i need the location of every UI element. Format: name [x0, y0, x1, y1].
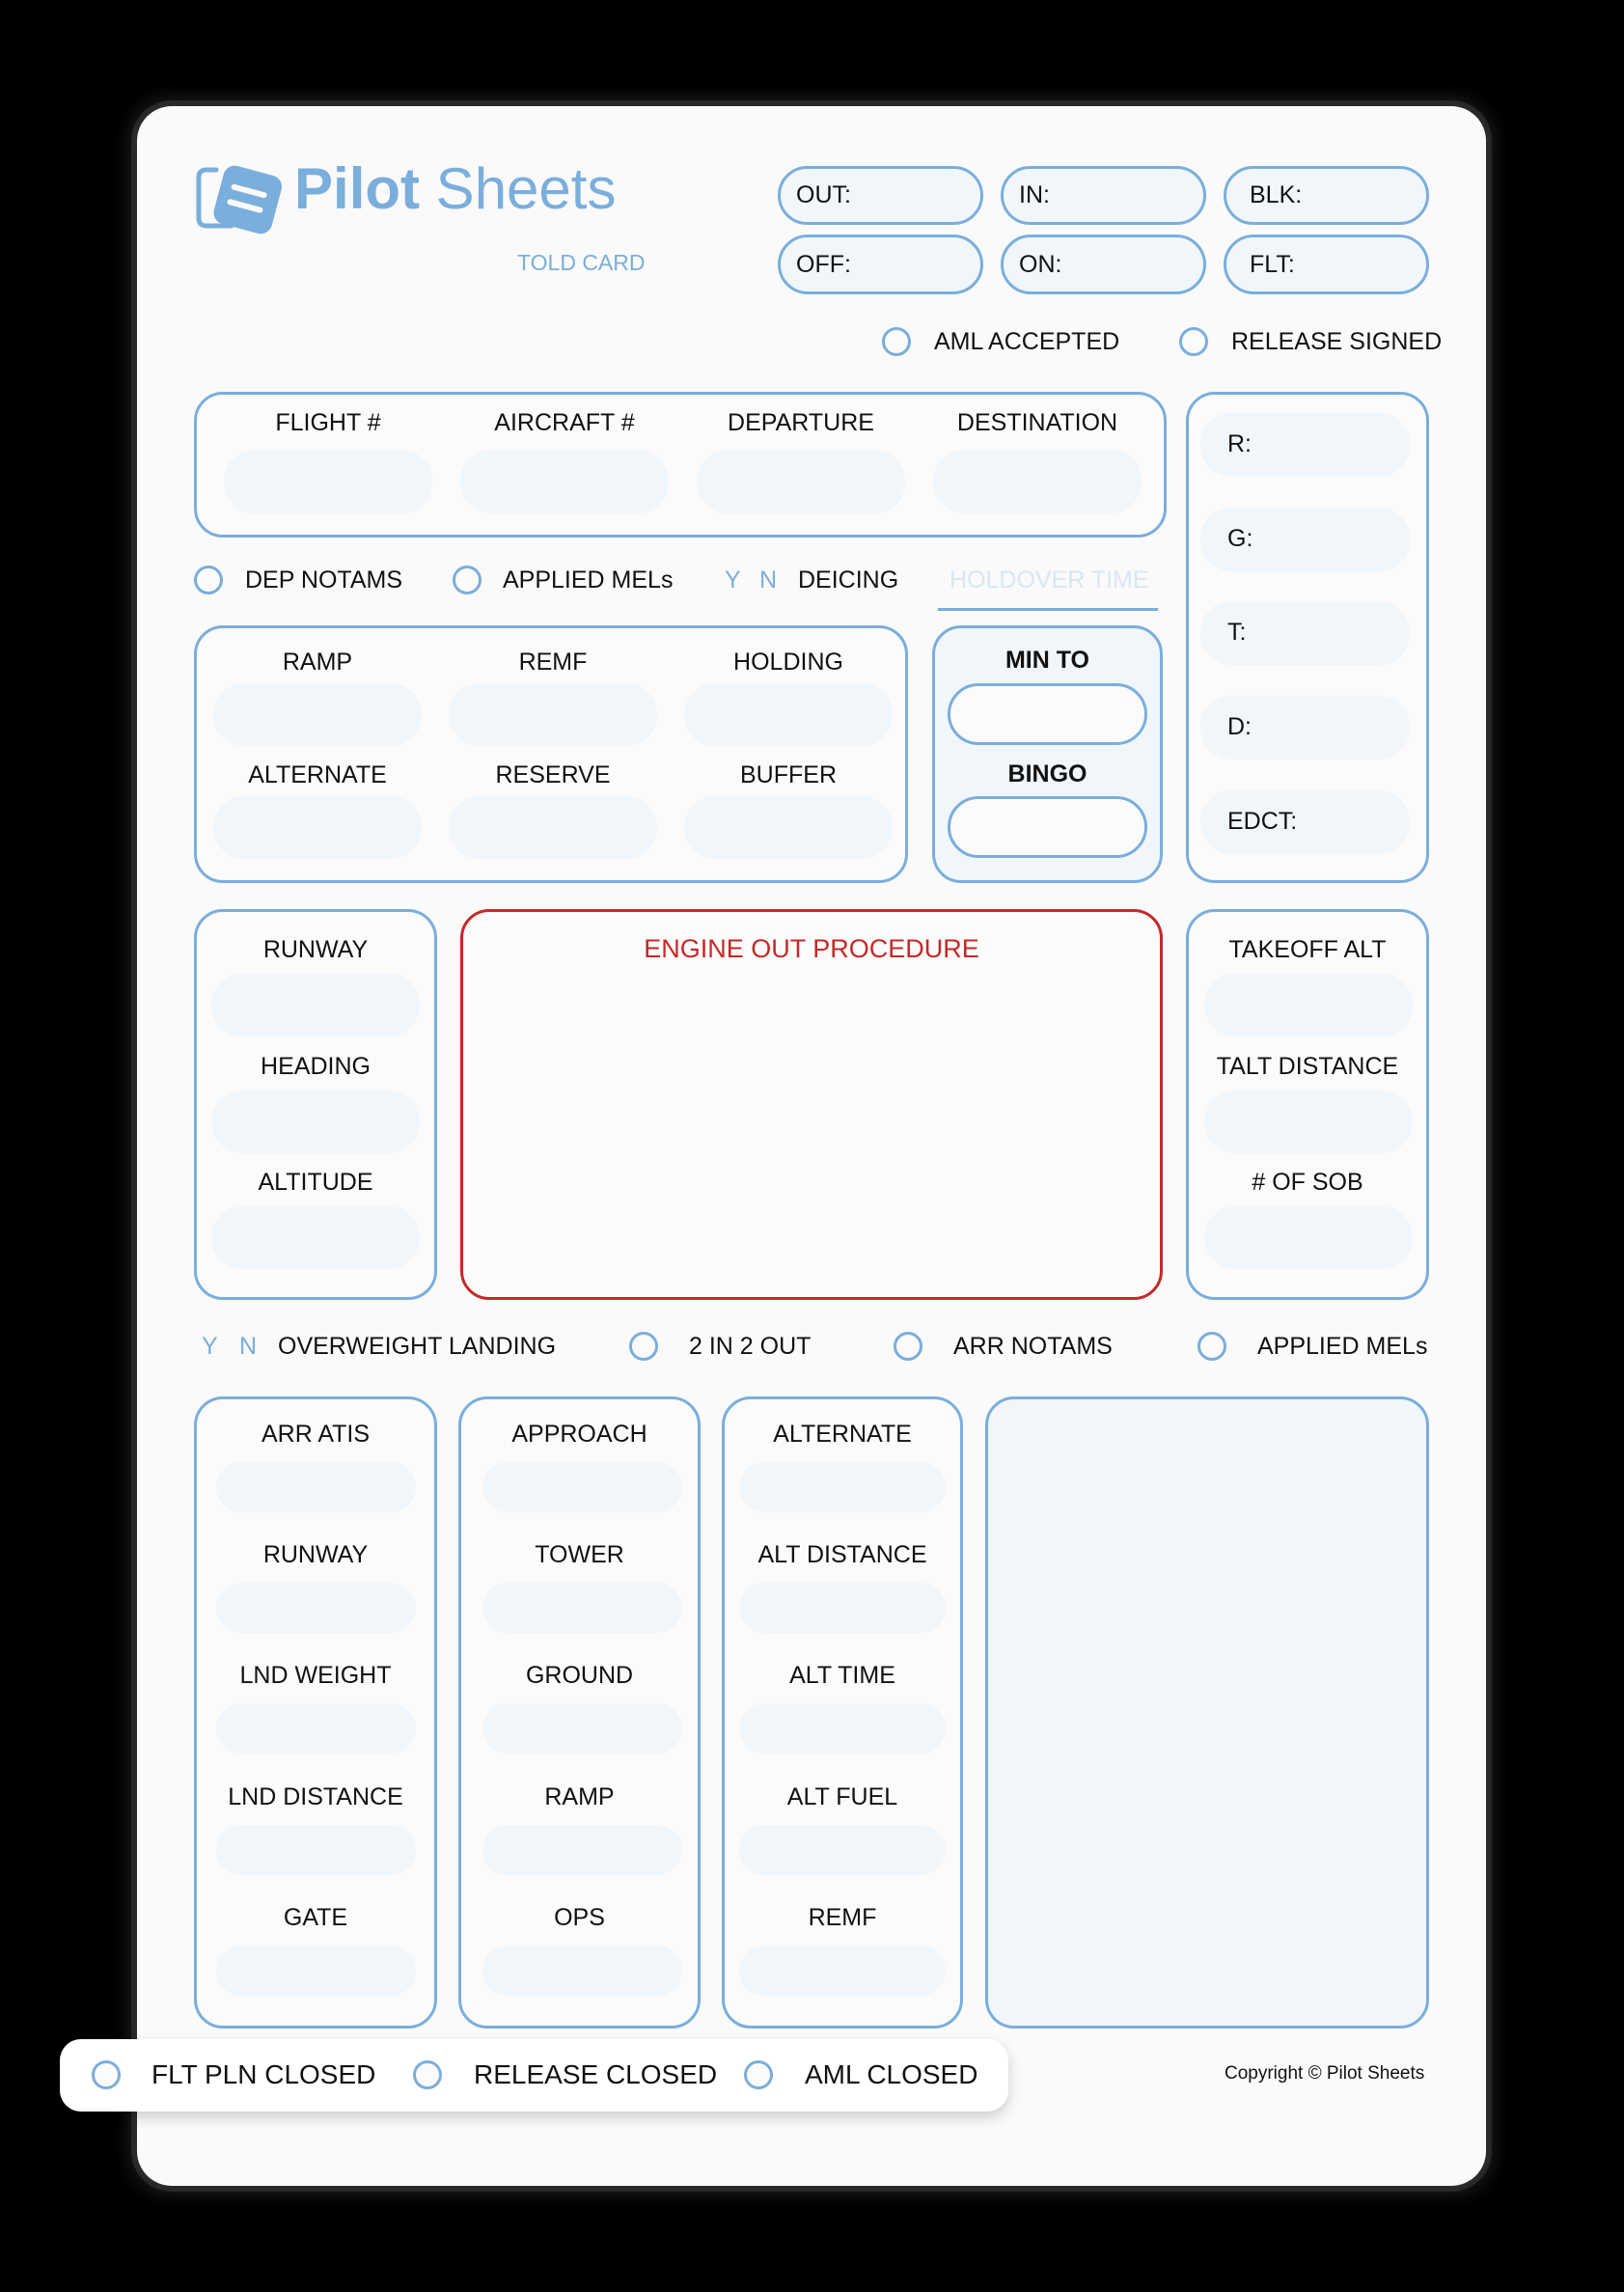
ramp-freq-field[interactable]	[482, 1825, 682, 1875]
time-flt-label: FLT:	[1250, 250, 1295, 278]
approach-label: APPROACH	[511, 1421, 647, 1448]
aml-accepted-radio[interactable]	[882, 327, 911, 356]
lnd-distance-label: LND DISTANCE	[228, 1783, 403, 1810]
holdover-underline	[938, 608, 1158, 611]
two-in-two-out-radio[interactable]	[629, 1332, 658, 1361]
release-closed-radio[interactable]	[413, 2060, 442, 2089]
time-out-field[interactable]	[778, 166, 983, 225]
dep-notams-radio[interactable]	[194, 566, 223, 594]
clearance-t-field[interactable]	[1200, 601, 1410, 665]
arr-notams-radio[interactable]	[894, 1332, 922, 1361]
deicing-label: DEICING	[798, 566, 899, 594]
dep-runway-field[interactable]	[211, 974, 420, 1036]
time-off-field[interactable]	[778, 235, 983, 294]
release-closed-label: RELEASE CLOSED	[474, 2059, 718, 2089]
dep-altitude-field[interactable]	[211, 1206, 420, 1269]
applied-mels-arr-radio[interactable]	[1197, 1332, 1226, 1361]
fuel-alternate-field[interactable]	[213, 796, 422, 859]
alt-fuel-label: ALT FUEL	[786, 1783, 898, 1810]
aircraft-number-field[interactable]	[460, 450, 669, 513]
ramp-freq-label: RAMP	[544, 1783, 615, 1810]
notes-box[interactable]	[985, 1396, 1429, 2029]
approach-field[interactable]	[482, 1462, 682, 1512]
two-in-two-out-label: 2 IN 2 OUT	[689, 1333, 812, 1360]
ops-label: OPS	[554, 1904, 605, 1931]
clearance-d-field[interactable]	[1200, 696, 1410, 759]
dep-heading-label: HEADING	[261, 1053, 371, 1080]
destination-label: DESTINATION	[956, 409, 1118, 436]
fuel-reserve-field[interactable]	[449, 796, 657, 859]
release-signed-label: RELEASE SIGNED	[1231, 328, 1443, 355]
aml-closed-radio[interactable]	[744, 2060, 773, 2089]
time-in-label: IN:	[1019, 181, 1050, 208]
departure-field[interactable]	[697, 450, 905, 513]
clearance-g-field[interactable]	[1200, 508, 1410, 571]
overweight-landing-label: OVERWEIGHT LANDING	[278, 1333, 557, 1360]
flt-pln-closed-radio[interactable]	[92, 2060, 121, 2089]
engine-out-box[interactable]	[460, 909, 1163, 1300]
min-to-label: MIN TO	[1005, 647, 1090, 674]
lnd-weight-label: LND WEIGHT	[239, 1662, 392, 1689]
alt-distance-field[interactable]	[739, 1583, 946, 1633]
gate-label: GATE	[283, 1904, 348, 1931]
dep-notams-label: DEP NOTAMS	[245, 566, 402, 594]
aml-closed-label: AML CLOSED	[805, 2059, 978, 2089]
alternate-label: ALTERNATE	[773, 1421, 912, 1448]
edct-field[interactable]	[1200, 790, 1410, 854]
applied-mels-arr-label: APPLIED MELs	[1257, 1333, 1428, 1360]
tower-label: TOWER	[535, 1541, 624, 1568]
clearance-t-label: T:	[1227, 619, 1247, 646]
takeoff-alt-field[interactable]	[1204, 974, 1413, 1036]
arr-runway-label: RUNWAY	[262, 1541, 369, 1568]
aircraft-number-label: AIRCRAFT #	[494, 409, 635, 436]
dep-runway-label: RUNWAY	[262, 936, 369, 963]
applied-mels-dep-radio[interactable]	[453, 566, 482, 594]
document-subtitle: TOLD CARD	[517, 250, 646, 275]
time-flt-field[interactable]	[1224, 235, 1429, 294]
bingo-label: BINGO	[1007, 760, 1087, 787]
release-signed-radio[interactable]	[1179, 327, 1208, 356]
brand-name-light: Sheets	[435, 156, 617, 221]
alt-fuel-field[interactable]	[739, 1825, 946, 1875]
clearance-r-label: R:	[1227, 430, 1252, 457]
departure-label: DEPARTURE	[728, 409, 874, 436]
fuel-remf-field[interactable]	[449, 683, 657, 746]
alt-remf-field[interactable]	[739, 1946, 946, 1996]
clearance-g-label: G:	[1227, 525, 1253, 552]
time-blk-label: BLK:	[1250, 181, 1303, 208]
brand-logo	[195, 162, 282, 235]
flight-number-label: FLIGHT #	[275, 409, 381, 436]
arr-atis-label: ARR ATIS	[261, 1421, 371, 1448]
time-in-field[interactable]	[1001, 166, 1206, 225]
fuel-reserve-label: RESERVE	[495, 761, 611, 788]
deicing-yes-option[interactable]: Y	[725, 566, 741, 594]
alt-distance-label: ALT DISTANCE	[757, 1541, 927, 1568]
applied-mels-dep-label: APPLIED MELs	[503, 566, 674, 594]
alternate-field[interactable]	[739, 1462, 946, 1512]
sob-field[interactable]	[1204, 1206, 1413, 1269]
copyright-text: Copyright © Pilot Sheets	[1225, 2063, 1425, 2084]
fuel-buffer-label: BUFFER	[740, 761, 837, 788]
deicing-no-option[interactable]: N	[759, 566, 778, 594]
fuel-alternate-label: ALTERNATE	[248, 761, 387, 788]
ground-field[interactable]	[482, 1703, 682, 1754]
clearance-d-label: D:	[1227, 713, 1252, 740]
lnd-distance-field[interactable]	[216, 1825, 416, 1875]
alt-time-label: ALT TIME	[789, 1662, 895, 1689]
bingo-field[interactable]	[948, 796, 1147, 858]
aml-accepted-label: AML ACCEPTED	[934, 328, 1120, 355]
time-off-label: OFF:	[796, 250, 851, 278]
flt-pln-closed-label: FLT PLN CLOSED	[151, 2059, 376, 2089]
overweight-yes-option[interactable]: Y	[202, 1333, 218, 1360]
arr-atis-field[interactable]	[216, 1462, 416, 1512]
min-to-field[interactable]	[948, 683, 1147, 745]
fuel-ramp-label: RAMP	[282, 649, 353, 676]
time-out-label: OUT:	[796, 181, 851, 208]
edct-label: EDCT:	[1227, 808, 1298, 835]
sob-label: # OF SOB	[1252, 1169, 1363, 1196]
fuel-holding-label: HOLDING	[733, 649, 843, 676]
gate-field[interactable]	[216, 1946, 416, 1996]
ground-label: GROUND	[525, 1662, 634, 1689]
brand-name-bold: Pilot	[294, 156, 420, 221]
time-on-label: ON:	[1019, 250, 1062, 278]
destination-field[interactable]	[933, 450, 1142, 513]
time-on-field[interactable]	[1001, 235, 1206, 294]
alt-time-field[interactable]	[739, 1703, 946, 1754]
fuel-remf-label: REMF	[518, 649, 588, 676]
takeoff-alt-label: TAKEOFF ALT	[1228, 936, 1387, 963]
fuel-ramp-field[interactable]	[213, 683, 422, 746]
arr-runway-field[interactable]	[216, 1583, 416, 1633]
fuel-holding-field[interactable]	[684, 683, 893, 746]
dep-heading-field[interactable]	[211, 1091, 420, 1153]
arr-notams-label: ARR NOTAMS	[953, 1333, 1113, 1360]
flight-number-field[interactable]	[224, 450, 432, 513]
overweight-no-option[interactable]: N	[239, 1333, 258, 1360]
brand-name	[294, 156, 617, 221]
dep-altitude-label: ALTITUDE	[258, 1169, 373, 1196]
clearance-r-field[interactable]	[1200, 413, 1410, 477]
engine-out-title: ENGINE OUT PROCEDURE	[644, 934, 979, 963]
talt-distance-label: TALT DISTANCE	[1216, 1053, 1399, 1080]
holdover-time-input[interactable]: HOLDOVER TIME	[950, 566, 1149, 594]
time-blk-field[interactable]	[1224, 166, 1429, 225]
lnd-weight-field[interactable]	[216, 1703, 416, 1754]
alt-remf-label: REMF	[808, 1904, 877, 1931]
tower-field[interactable]	[482, 1583, 682, 1633]
document-stack-icon	[195, 162, 282, 235]
ops-field[interactable]	[482, 1946, 682, 1996]
fuel-buffer-field[interactable]	[684, 796, 893, 859]
talt-distance-field[interactable]	[1204, 1091, 1413, 1153]
